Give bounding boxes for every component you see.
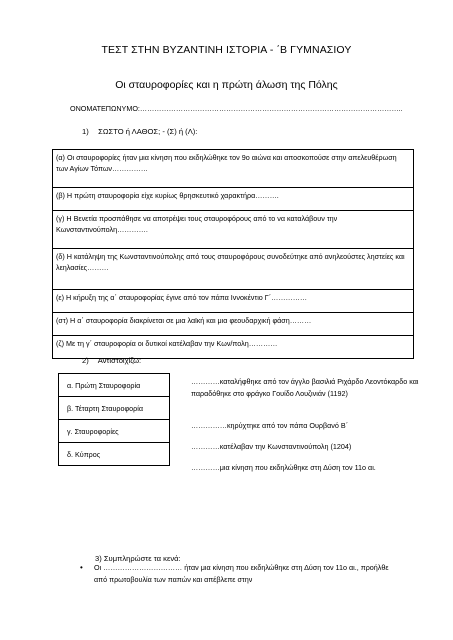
match-left-b: β. Τέταρτη Σταυροφορία [59,397,170,420]
match-right-2: ……………κηρύχτηκε από τον πάπα Ουρβανό Β΄ [191,421,349,430]
table-row [53,290,414,313]
document-title: ΤΕΣΤ ΣΤΗΝ ΒΥΖΑΝΤΙΝΗ ΙΣΤΟΡΙΑ - ΄Β ΓΥΜΝΑΣΙΟΥ [101,44,352,56]
table-row [53,249,414,290]
question-1-number: 1) [82,127,89,136]
question-1-text: ΣΩΣΤΟ ή ΛΑΘΟΣ; - (Σ) ή (Λ): [98,127,198,136]
match-right-4: …………μια κίνηση που εκδηλώθηκε στη Δύση τον 11ο αι. [191,463,376,472]
table-row [59,420,170,443]
question-2-number: 2) [82,356,89,365]
matching-left-table [58,373,170,466]
match-right-1: …………καταλήφθηκε από τον άγγλο βασιλιά Ριχάρδο Λεοντόκαρδο και παραδόθηκε στο φράγκο Γουίδο Λουζινιάν (1192) [191,377,419,398]
name-field-label: ΟΝΟΜΑΤΕΠΩΝΥΜΟ:……………………………………………………………………………………………….. [70,104,403,113]
statement-d: (δ) Η κατάληψη της Κωνσταντινούπολης από τους σταυροφόρους συνοδεύτηκε από ανηλεούστες ληστείες και λεηλασίες……… [53,249,414,290]
bullet-icon: • [80,563,83,572]
table-row [59,443,170,466]
match-left-d: δ. Κύπρος [59,443,170,466]
statement-a: (α) Οι σταυροφορίες ήταν μια κίνηση που εκδηλώθηκε τον 9ο αιώνα και αποσκοπούσε στην απελευθέρωση των Αγίων Τόπων…………… [53,150,414,188]
table-row [53,211,414,249]
fill-blank-text: Οι …………………………… ήταν μια κίνηση που εκδηλώθηκε στη Δύση τον 11ο αι., προήλθε από πρωτοβουλία των παπών και απέβλεπε στην [94,563,389,584]
question-1-heading [82,127,197,136]
table-row [59,374,170,397]
statement-b: (β) Η πρώτη σταυροφορία είχε κυρίως θρησκευτικό χαρακτήρα………. [53,188,414,211]
statement-c: (γ) Η Βενετία προσπάθησε να αποτρέψει τους σταυροφόρους από το να καταλάβουν την Κωνσταντινούπολη…………. [53,211,414,249]
table-row [53,313,414,336]
statement-g: (ζ) Με τη γ΄ σταυροφορία οι δυτικοί κατέλαβαν την Κων/πολη………… [53,336,414,359]
table-row [53,188,414,211]
document-subtitle: Οι σταυροφορίες και η πρώτη άλωση της Πόλης [115,79,338,91]
question-2-heading [82,356,141,365]
match-right-3: …………κατέλαβαν την Κωνσταντινούπολη (1204) [191,442,352,451]
question-2-text: Αντιστοιχίζω: [97,356,142,365]
match-left-a: α. Πρώτη Σταυροφορία [59,374,170,397]
table-row [53,150,414,188]
statement-e: (ε) Η κήρυξη της α΄ σταυροφορίας έγινε από τον πάπα Ιννοκέντιο Γ΄…………… [53,290,414,313]
question-3-heading: 3) Συμπληρώστε τα κενά: [95,554,181,563]
true-false-table [52,149,414,359]
match-left-c: γ. Σταυροφορίες [59,420,170,443]
table-row [59,397,170,420]
statement-f: (στ) Η α΄ σταυροφορία διακρίνεται σε μια λαϊκή και μια φεουδαρχική φάση……… [53,313,414,336]
